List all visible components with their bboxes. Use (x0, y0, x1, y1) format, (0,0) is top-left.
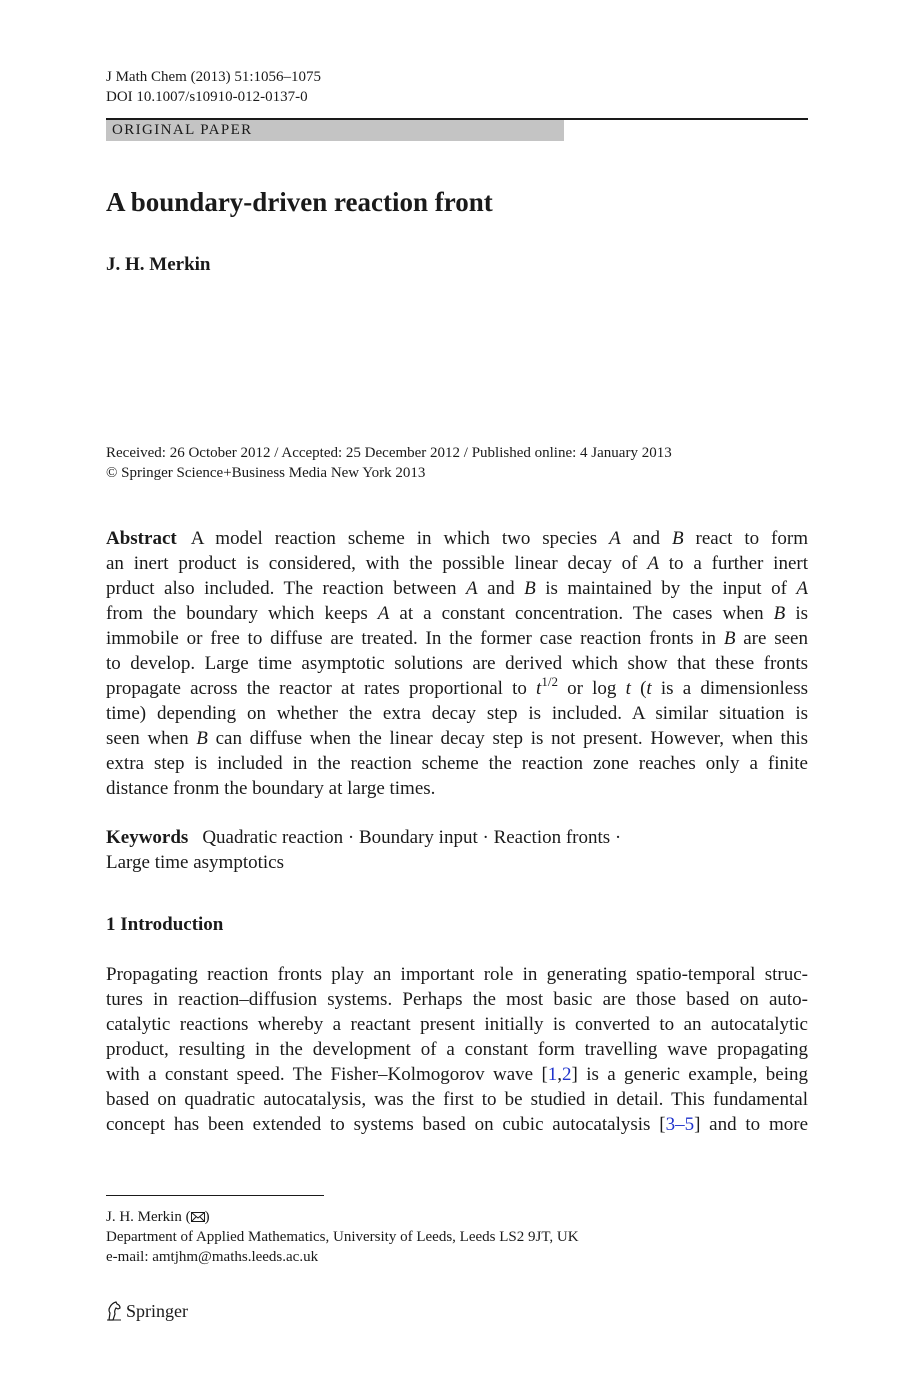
intro-line: concept has been extended to systems based on cubic autocatalysis [3–5] and to more (106, 1114, 809, 1135)
abstract-line: Abstract A model reaction scheme in which two species A and B react to form (106, 528, 808, 549)
abstract-line: prduct also included. The reaction between A and B is maintained by the input of A (106, 578, 809, 599)
intro-line: catalytic reactions whereby a reactant present initially is converted to an autocatalytic (106, 1014, 808, 1035)
abstract-line: propagate across the reactor at rates proportional to $t^{1/2}$ or log t (t is a dimensionless (106, 674, 808, 699)
journal-info (106, 67, 321, 107)
doi: DOI 10.1007/s10910-012-0137-0 (106, 89, 308, 105)
section-title: Introduction (120, 914, 224, 935)
abstract-line: from the boundary which keeps A at a constant concentration. The cases when B is (106, 603, 808, 624)
keywords-line: Large time asymptotics (106, 852, 284, 873)
author-name: J. H. Merkin (106, 254, 211, 275)
abstract-line: to develop. Large time asymptotic solutions are derived which show that these fronts (106, 653, 808, 674)
envelope-icon (191, 1212, 205, 1222)
footnote-email: e-mail: amtjhm@maths.leeds.ac.uk (106, 1249, 319, 1265)
publication-dates (106, 443, 672, 483)
abstract-line: time) depending on whether the extra decay step is included. A similar situation is (106, 703, 808, 724)
footnote-rule (106, 1195, 324, 1196)
citation-link[interactable]: 3–5 (665, 1114, 695, 1135)
paper-page (106, 0, 808, 1388)
keywords (106, 825, 808, 875)
journal-citation: J Math Chem (2013) 51:1056–1075 (106, 69, 321, 85)
footnote-name: J. H. Merkin ( ) (106, 1209, 210, 1225)
publisher-name: Springer (126, 1300, 188, 1321)
abstract-line: seen when B can diffuse when the linear decay step is not present. However, when this (106, 728, 808, 749)
intro-line: with a constant speed. The Fisher–Kolmogorov wave [1,2] is a generic example, being (106, 1064, 808, 1085)
intro-line: based on quadratic autocatalysis, was the first to be studied in detail. This fundamental (106, 1089, 808, 1110)
abstract-line: immobile or free to diffuse are treated. In the former case reaction fronts in B are seen (106, 628, 808, 649)
abstract (106, 526, 808, 801)
section-heading (106, 913, 223, 937)
intro-line: Propagating reaction fronts play an important role in generating spatio-temporal struc- (106, 964, 808, 985)
intro-line: tures in reaction–diffusion systems. Perhaps the most basic are those based on auto- (106, 989, 808, 1010)
author-footnote (106, 1207, 579, 1267)
dates-line: Received: 26 October 2012 / Accepted: 25 December 2012 / Published online: 4 January 2013 (106, 445, 672, 461)
springer-horse-icon (106, 1301, 122, 1321)
copyright-line: © Springer Science+Business Media New York 2013 (106, 465, 426, 481)
publisher-logo (106, 1298, 188, 1324)
citation-link[interactable]: 1 (547, 1064, 558, 1085)
intro-line: product, resulting in the development of a constant form travelling wave propagating (106, 1039, 808, 1060)
citation-link[interactable]: 2 (562, 1064, 572, 1085)
keywords-label: Keywords (106, 827, 189, 848)
abstract-line: distance fronm the boundary at large times. (106, 778, 436, 799)
section-number: 1 (106, 914, 116, 935)
paper-title: A boundary-driven reaction front (106, 187, 493, 217)
abstract-label: Abstract (106, 528, 177, 549)
footnote-affiliation: Department of Applied Mathematics, University of Leeds, Leeds LS2 9JT, UK (106, 1229, 579, 1245)
abstract-line: an inert product is considered, with the possible linear decay of A to a further inert (106, 553, 808, 574)
article-type-band: ORIGINAL PAPER (106, 120, 564, 141)
abstract-line: extra step is included in the reaction scheme the reaction zone reaches only a finite (106, 753, 808, 774)
introduction-paragraph (106, 962, 808, 1137)
keywords-line: Keywords Quadratic reaction · Boundary input · Reaction fronts · (106, 827, 622, 848)
